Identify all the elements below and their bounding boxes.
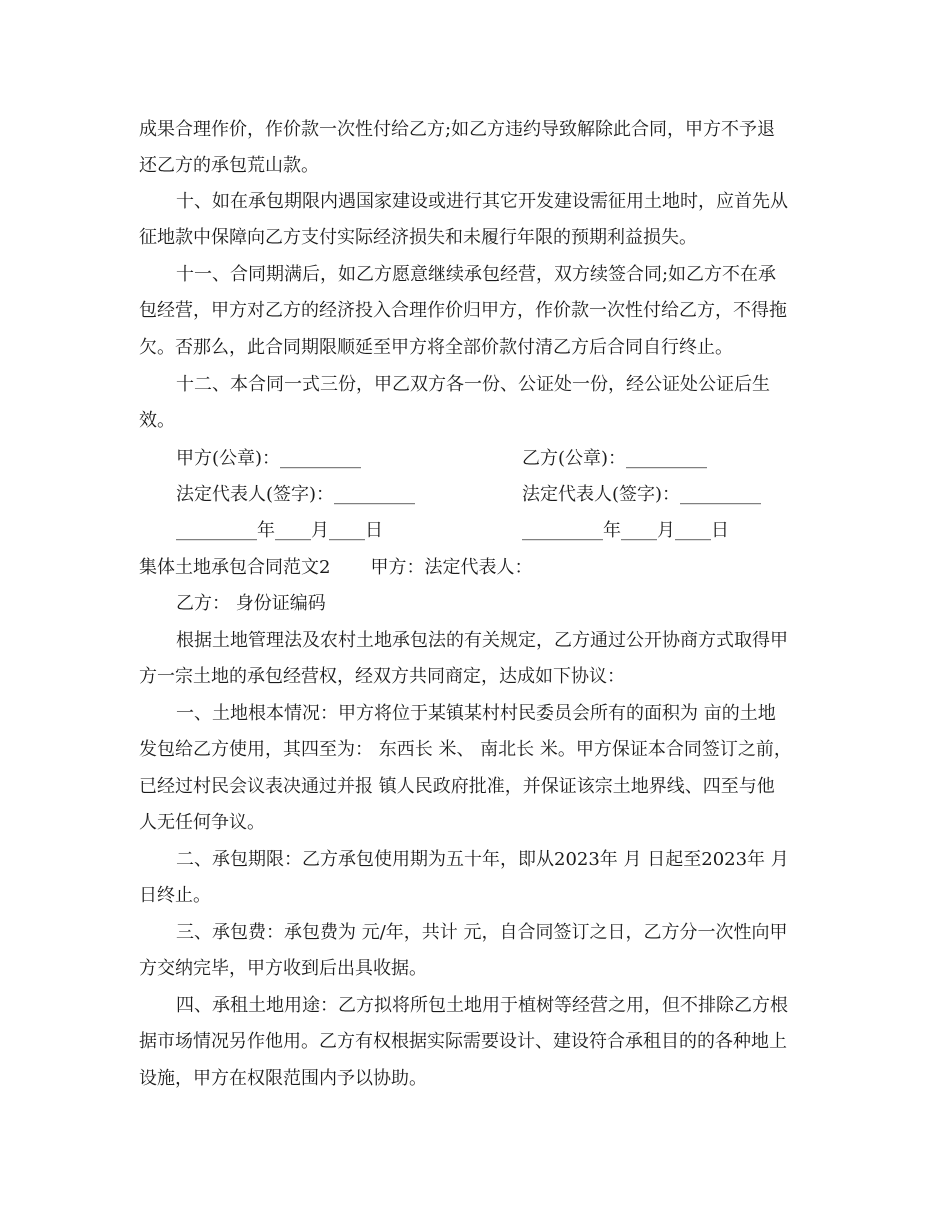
party-b-date-field: _________年____月____日 bbox=[522, 520, 729, 541]
clause-12-line: 十二、本合同一式三份，甲乙双方各一份、公证处一份，经公证处公证后生 bbox=[176, 374, 770, 395]
clause-1-line: 一、土地根本情况：甲方将位于某镇某村村民委员会所有的面积为 亩的土地 bbox=[176, 703, 776, 724]
text-line: 日终止。 bbox=[139, 885, 211, 906]
party-b-id-line: 乙方： 身份证编码 bbox=[176, 593, 326, 614]
text-line: 方交纳完毕，甲方收到后出具收据。 bbox=[139, 958, 427, 979]
clause-10-line: 十、如在承包期限内遇国家建设或进行其它开发建设需征用土地时，应首先从 bbox=[176, 191, 788, 212]
clause-3-line: 三、承包费：承包费为 元/年，共计 元，自合同签订之日，乙方分一次性向甲 bbox=[176, 922, 788, 943]
clause-4-line: 四、承租土地用途：乙方拟将所包土地用于植树等经营之用，但不排除乙方根 bbox=[176, 995, 788, 1016]
text-line: 根据土地管理法及农村土地承包法的有关规定，乙方通过公开协商方式取得甲 bbox=[176, 630, 788, 651]
second-contract-party-a: 甲方：法定代表人： bbox=[370, 557, 533, 578]
clause-2-line: 二、承包期限：乙方承包使用期为五十年，即从2023年 月 日起至2023年 月 bbox=[176, 849, 789, 870]
clause-11-line: 十一、合同期满后，如乙方愿意继续承包经营，双方续签合同;如乙方不在承 bbox=[176, 264, 777, 285]
second-contract-heading bbox=[139, 556, 532, 580]
text-line: 方一宗土地的承包经营权，经双方共同商定，达成如下协议： bbox=[139, 666, 625, 687]
text-line: 成果合理作价，作价款一次性付给乙方;如乙方违约导致解除此合同，甲方不予退 bbox=[139, 119, 776, 140]
party-a-date-field: _________年____月____日 bbox=[176, 520, 383, 541]
text-line: 欠。否那么，此合同期限顺延至甲方将全部价款付清乙方后合同自行终止。 bbox=[139, 337, 733, 358]
text-line: 据市场情况另作他用。乙方有权根据实际需要设计、建设符合承租目的的各种地上 bbox=[139, 1031, 787, 1052]
second-contract-title: 集体土地承包合同范文2 bbox=[139, 557, 331, 578]
text-line: 已经过村民会议表决通过并报 镇人民政府批准，并保证该宗土地界线、四至与他 bbox=[139, 776, 775, 797]
text-line: 还乙方的承包荒山款。 bbox=[139, 155, 319, 176]
party-a-rep-field: 法定代表人(签字)：_________ bbox=[176, 484, 416, 505]
text-line: 包经营，甲方对乙方的经济投入合理作价归甲方，作价款一次性付给乙方，不得拖 bbox=[139, 300, 787, 321]
party-a-seal-field: 甲方(公章)：_________ bbox=[176, 448, 362, 469]
text-line: 发包给乙方使用，其四至为： 东西长 米、 南北长 米。甲方保证本合同签订之前， bbox=[139, 739, 792, 760]
party-b-rep-field: 法定代表人(签字)：_________ bbox=[522, 484, 762, 505]
text-line: 征地款中保障向乙方支付实际经济损失和未履行年限的预期利益损失。 bbox=[139, 227, 697, 248]
text-line: 设施，甲方在权限范围内予以协助。 bbox=[139, 1068, 427, 1089]
text-line: 人无任何争议。 bbox=[139, 812, 265, 833]
party-b-seal-field: 乙方(公章)：_________ bbox=[522, 448, 708, 469]
text-line: 效。 bbox=[139, 410, 175, 431]
